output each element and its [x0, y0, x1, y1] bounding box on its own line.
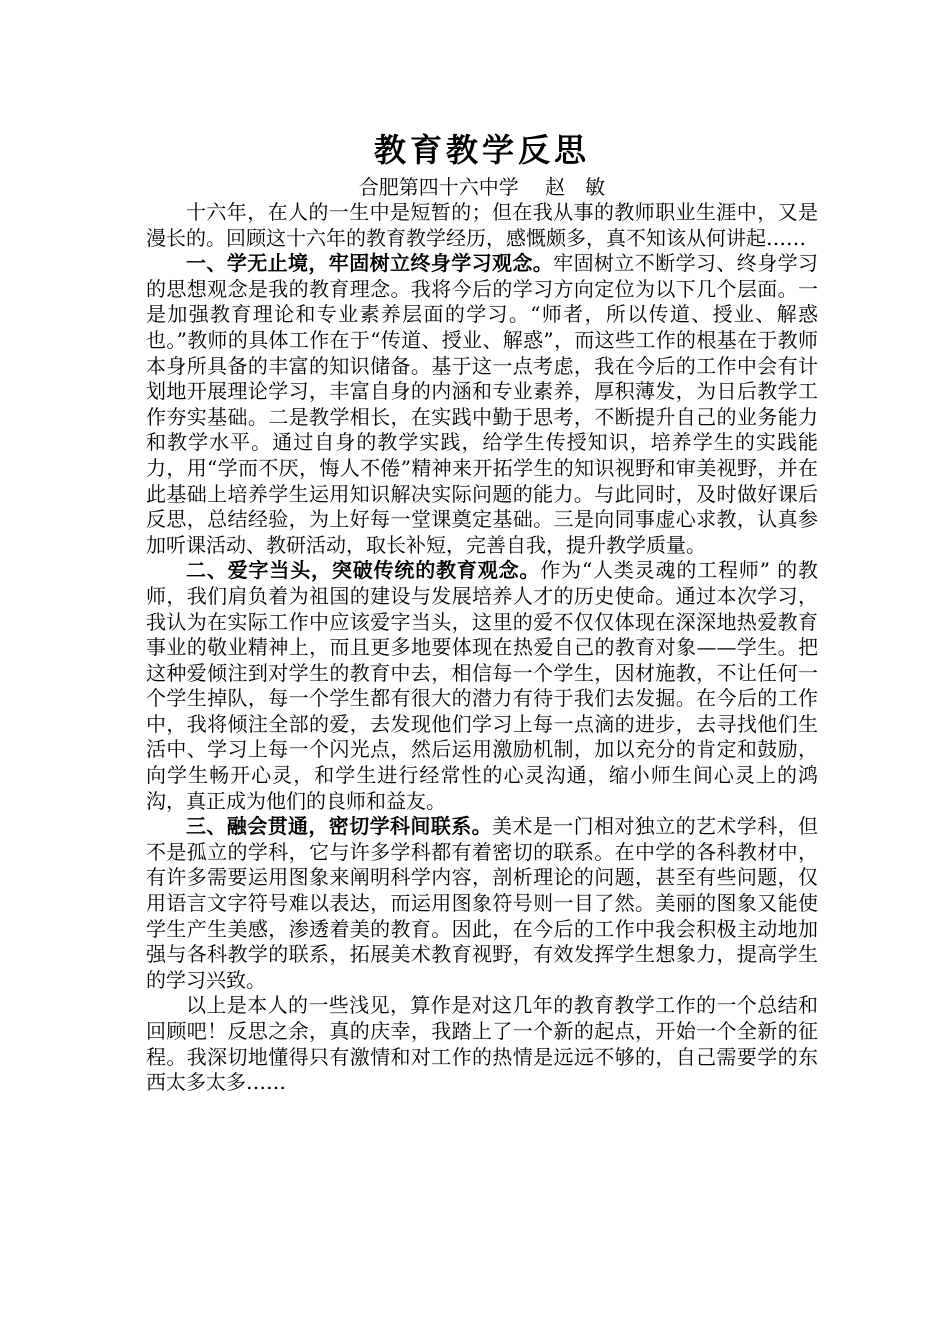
paragraph-section-1	[146, 251, 818, 558]
section-heading: 二、爱字当头，突破传统的教育观念。	[186, 558, 541, 583]
document-page	[146, 126, 818, 1096]
paragraph-intro	[146, 200, 818, 251]
section-heading: 三、融会贯通，密切学科间联系。	[186, 814, 492, 839]
paragraph-text: 作为“人类灵魂的工程师” 的教师，我们肩负着为祖国的建设与发展培养人才的历史使命。通过本次学习，我认为在实际工作中应该爱字当头，这里的爱不仅仅体现在深深地热爱教育事业的敬业精神上，而且更多地要体现在热爱自己的教育对象——学生。把这种爱倾注到对学生的教育中去，相信每一个学生，因材施教，不让任何一个学生掉队，每一个学生都有很大的潜力有待于我们去发掘。在今后的工作中，我将倾注全部的爱，去发现他们学习上每一点滴的进步，去寻找他们生活中、学习上每一个闪光点，然后运用激励机制，加以充分的肯定和鼓励，向学生畅开心灵，和学生进行经常性的心灵沟通，缩小师生间心灵上的鸿沟，真正成为他们的良师和益友。	[146, 558, 819, 813]
paragraph-section-3	[146, 814, 818, 993]
document-author: 合肥第四十六中学 赵 敏	[358, 175, 606, 199]
paragraph-text: 美术是一门相对独立的艺术学科，但不是孤立的学科，它与许多学科都有着密切的联系。在中学的各科教材中，有许多需要运用图象来阐明科学内容，剖析理论的问题，甚至有些问题，仅用语言文字符号难以表达，而运用图象符号则一目了然。美丽的图象又能使学生产生美感，渗透着美的教育。因此，在今后的工作中我会积极主动地加强与各科教学的联系，拓展美术教育视野，有效发挥学生想象力，提高学生的学习兴致。	[146, 814, 818, 992]
document-title: 教育教学反思	[373, 131, 590, 169]
paragraph-text: 牢固树立不断学习、终身学习的思想观念是我的教育理念。我将今后的学习方向定位为以下几个层面。一是加强教育理论和专业素养层面的学习。“师者，所以传道、授业、解惑也。”教师的具体工作在于“传道、授业、解惑”，而这些工作的根基在于教师本身所具备的丰富的知识储备。基于这一点考虑，我在今后的工作中会有计划地开展理论学习，丰富自身的内涵和专业素养，厚积薄发，为日后教学工作夯实基础。二是教学相长，在实践中勤于思考，不断提升自己的业务能力和教学水平。通过自身的教学实践，给学生传授知识，培养学生的实践能力，用“学而不厌，悔人不倦”精神来开拓学生的知识视野和审美视野，并在此基础上培养学生运用知识解决实际问题的能力。与此同时，及时做好课后反思，总结经验，为上好每一堂课奠定基础。三是向同事虚心求教，认真参加听课活动、教研活动，取长补短，完善自我，提升教学质量。	[146, 251, 819, 557]
paragraph-section-2	[146, 558, 818, 814]
paragraph-text: 十六年，在人的一生中是短暂的；但在我从事的教师职业生涯中，又是漫长的。回顾这十六年的教育教学经历，感慨颇多，真不知该从何讲起……	[146, 200, 818, 250]
section-heading: 一、学无止境，牢固树立终身学习观念。	[186, 251, 554, 276]
paragraph-conclusion	[146, 993, 818, 1095]
paragraph-text: 以上是本人的一些浅见，算作是对这几年的教育教学工作的一个总结和回顾吧！反思之余，真的庆幸，我踏上了一个新的起点，开始一个全新的征程。我深切地懂得只有激情和对工作的热情是远远不够的，自己需要学的东西太多太多……	[146, 993, 818, 1095]
